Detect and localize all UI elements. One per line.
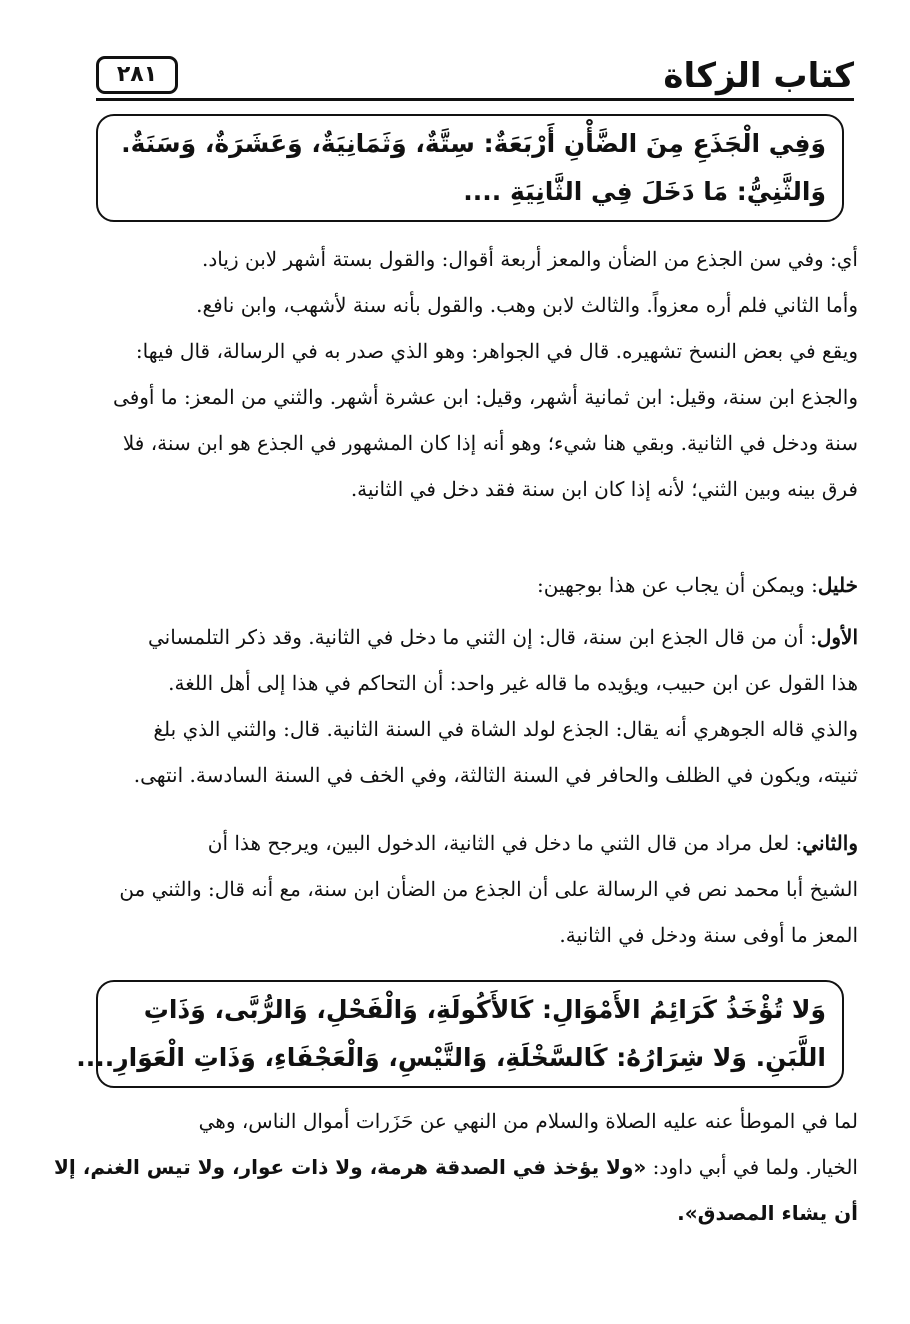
text-line: سنة ودخل في الثانية. وبقي هنا شيء؛ وهو أنه إذا كان المشهور في الجذع هو ابن سنة، فلا bbox=[122, 431, 858, 455]
text-line: ويقع في بعض النسخ تشهيره. قال في الجواهر: وهو الذي صدر به في الرسالة، قال فيها: bbox=[135, 339, 858, 363]
matn-box-1 bbox=[96, 114, 844, 222]
text-run: : لعل مراد من قال الثني ما دخل في الثانية، الدخول البين، ويرجح هذا أن bbox=[207, 831, 803, 855]
commentary-paragraph-2 bbox=[86, 562, 858, 608]
matn-box-2 bbox=[76, 980, 844, 1088]
lead-word: الأول bbox=[816, 625, 858, 649]
matn-line: اللَّبَنِ. وَلا شِرَارُهُ: كَالسَّخْلَةِ، وَالتَّيْسِ، وَالْعَجْفَاءِ، وَذَاتِ الْعَوَارِ.... bbox=[76, 1043, 826, 1072]
book-title: كتاب الزكاة bbox=[663, 56, 854, 96]
text-run: : أن من قال الجذع ابن سنة، قال: إن الثني ما دخل في الثانية. وقد ذكر التلمساني bbox=[148, 625, 817, 649]
text-line bbox=[54, 1144, 858, 1190]
header-rule bbox=[96, 98, 854, 101]
text-line: فرق بينه وبين الثني؛ لأنه إذا كان ابن سنة فقد دخل في الثانية. bbox=[350, 477, 858, 501]
commentary-paragraph-3 bbox=[86, 614, 858, 798]
page-header bbox=[96, 50, 854, 102]
text-line: أي: وفي سن الجذع من الضأن والمعز أربعة أقوال: والقول بستة أشهر لابن زياد. bbox=[202, 247, 858, 271]
commentary-paragraph-5 bbox=[54, 1098, 858, 1236]
text-line bbox=[86, 562, 858, 608]
page-number: ٢٨١ bbox=[96, 56, 178, 94]
text-line bbox=[86, 1190, 858, 1236]
commentary-paragraph-4 bbox=[86, 820, 858, 958]
text-line: والذي قاله الجوهري أنه يقال: الجذع لولد الشاة في السنة الثانية. قال: والثني الذي بلغ bbox=[153, 717, 858, 741]
text-line: الشيخ أبا محمد نص في الرسالة على أن الجذع من الضأن ابن سنة، مع أنه قال: والثني من bbox=[119, 877, 858, 901]
text-line bbox=[86, 820, 858, 866]
hadith-quote: أن يشاء المصدق». bbox=[677, 1201, 858, 1225]
text-line: هذا القول عن ابن حبيب، ويؤيده ما قاله غير واحد: أن التحاكم في هذا إلى أهل اللغة. bbox=[168, 671, 858, 695]
commentary-paragraph-1 bbox=[86, 236, 858, 512]
text-run: : ويمكن أن يجاب عن هذا بوجهين: bbox=[537, 573, 818, 597]
text-run: الخيار. ولما في أبي داود: bbox=[646, 1155, 858, 1179]
matn-line: وَفِي الْجَذَعِ مِنَ الضَّأْنِ أَرْبَعَةٌ: سِتَّةٌ، وَثَمَانِيَةٌ، وَعَشَرَةٌ، وَسَنَةٌ. bbox=[121, 129, 826, 158]
text-line: وأما الثاني فلم أره معزواً. والثالث لابن وهب. والقول بأنه سنة لأشهب، وابن نافع. bbox=[196, 293, 858, 317]
lead-word: خليل bbox=[817, 573, 858, 597]
hadith-quote: «ولا يؤخذ في الصدقة هرمة، ولا ذات عوار، ولا تيس الغنم، إلا bbox=[54, 1155, 647, 1179]
text-line: لما في الموطأ عنه عليه الصلاة والسلام من النهي عن حَزَرات أموال الناس، وهي bbox=[198, 1109, 858, 1133]
text-line: ثنيته، ويكون في الظلف والحافر في السنة الثالثة، وفي الخف في السنة السادسة. انتهى. bbox=[133, 763, 858, 787]
text-line: والجذع ابن سنة، وقيل: ابن ثمانية أشهر، وقيل: ابن عشرة أشهر. والثني من المعز: ما أوفى bbox=[113, 385, 858, 409]
text-line: المعز ما أوفى سنة ودخل في الثانية. bbox=[559, 923, 858, 947]
matn-line: وَالثَّنِيُّ: مَا دَخَلَ فِي الثَّانِيَةِ .... bbox=[463, 177, 826, 206]
text-line bbox=[86, 614, 858, 660]
lead-word: والثاني bbox=[802, 831, 858, 855]
matn-line: وَلا تُؤْخَذُ كَرَائِمُ الأَمْوَالِ: كَالأَكُولَةِ، وَالْفَحْلِ، وَالرُّبَّى، وَذَاتِ bbox=[143, 995, 826, 1024]
